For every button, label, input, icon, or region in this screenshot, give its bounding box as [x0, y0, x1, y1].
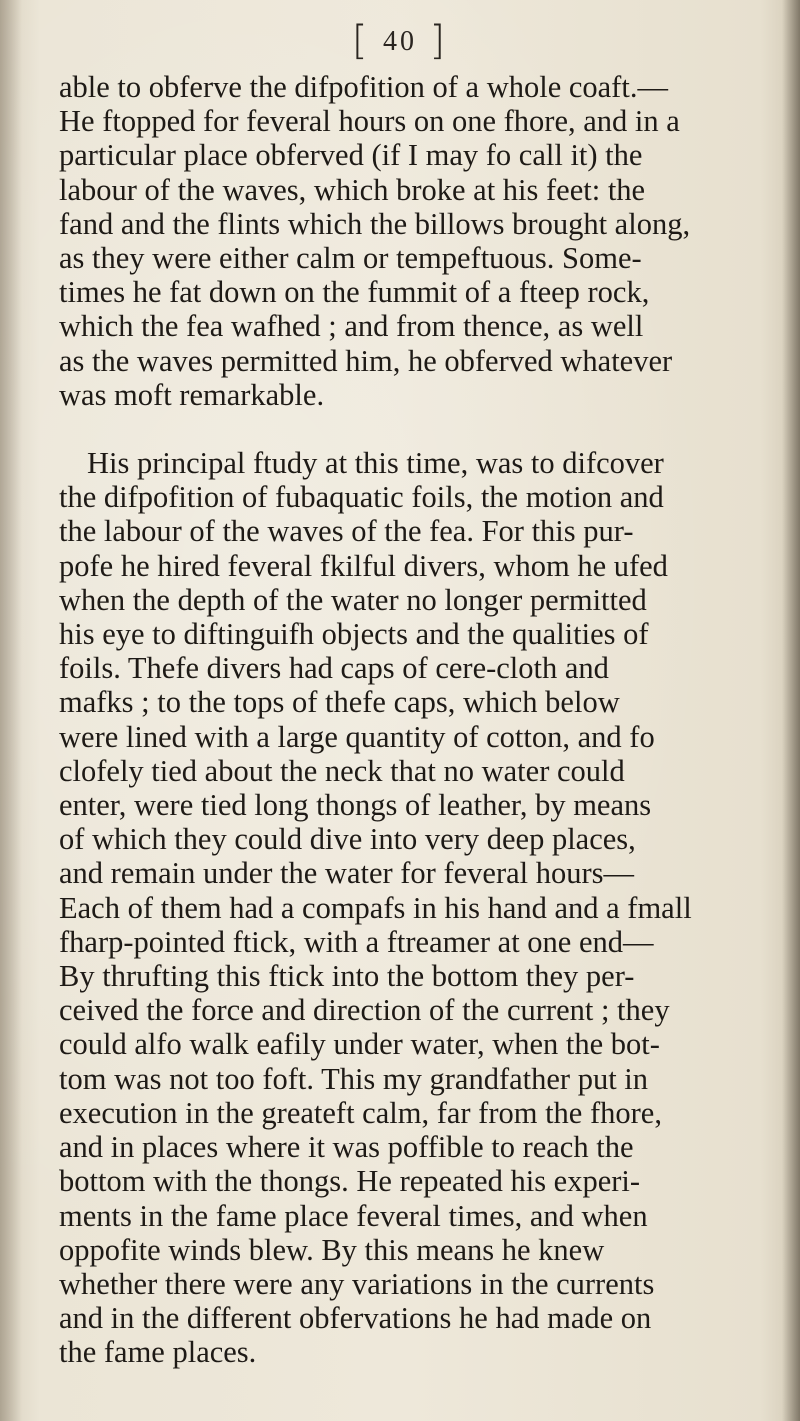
- page-number-header: [0, 18, 800, 64]
- text-line: clofely tied about the neck that no water could: [59, 753, 625, 788]
- text-line: and in the different obfervations he had made on: [59, 1301, 652, 1336]
- text-line: the difpofition of fubaquatic foils, the motion and: [59, 480, 664, 515]
- text-line: his eye to diftinguifh objects and the qualities of: [59, 617, 649, 652]
- text-line: foils. Thefe divers had caps of cere-cloth and: [59, 651, 609, 686]
- text-line: fand and the flints which the billows brought along,: [59, 206, 691, 241]
- text-line: as the waves permitted him, he obferved whatever: [59, 343, 673, 378]
- text-line: His principal ftudy at this time, was to difcover: [87, 446, 664, 481]
- text-line: whether there were any variations in the currents: [59, 1266, 655, 1301]
- text-line: was moft remarkable.: [59, 377, 325, 412]
- text-line: the labour of the waves of the fea. For this pur-: [59, 514, 634, 549]
- text-line: mafks ; to the tops of thefe caps, which below: [59, 685, 620, 720]
- binding-gutter-shadow: [0, 0, 22, 1421]
- text-line: pofe he hired feveral fkilful divers, whom he ufed: [59, 548, 668, 583]
- text-line: enter, were tied long thongs of leather, by means: [59, 788, 652, 823]
- text-line: the fame places.: [59, 1335, 257, 1370]
- text-line: could alfo walk eafily under water, when the bot-: [59, 1027, 660, 1062]
- text-line: which the fea wafhed ; and from thence, as well: [59, 309, 644, 344]
- text-line: ments in the fame place feveral times, and when: [59, 1198, 648, 1233]
- page-number-open-bracket: [: [351, 18, 371, 64]
- text-line: oppofite winds blew. By this means he knew: [59, 1232, 605, 1267]
- text-line: bottom with the thongs. He repeated his experi-: [59, 1164, 641, 1199]
- text-line: execution in the greateft calm, far from the fhore,: [59, 1095, 662, 1130]
- text-line: when the depth of the water no longer permitted: [59, 582, 647, 617]
- paragraph-gap: [59, 412, 792, 446]
- text-line: Each of them had a compafs in his hand and a fmall: [59, 890, 692, 925]
- text-line: of which they could dive into very deep places,: [59, 822, 636, 857]
- text-line: fharp-pointed ftick, with a ftreamer at one end—: [59, 924, 654, 959]
- text-line: able to obferve the difpofition of a whole coaft.—: [59, 70, 668, 104]
- text-line: tom was not too foft. This my grandfather put in: [59, 1061, 649, 1096]
- text-line: were lined with a large quantity of cotton, and fo: [59, 719, 655, 754]
- page-number: 40: [383, 26, 417, 57]
- text-line: particular place obferved (if I may fo call it) the: [59, 138, 643, 173]
- text-line: times he fat down on the fummit of a fteep rock,: [59, 275, 650, 310]
- text-line: labour of the waves, which broke at his feet: the: [59, 172, 646, 207]
- text-line: By thrufting this ftick into the bottom they per-: [59, 959, 635, 994]
- text-line: and remain under the water for feveral hours—: [59, 856, 635, 891]
- text-line: ceived the force and direction of the current ; they: [59, 993, 670, 1028]
- page-number-close-bracket: ]: [429, 18, 449, 64]
- page-body-text: [59, 70, 792, 1370]
- text-line: He ftopped for feveral hours on one fhore, and in a: [59, 104, 680, 139]
- text-line: and in places where it was poffible to reach the: [59, 1130, 634, 1165]
- text-line: as they were either calm or tempeftuous. Some-: [59, 241, 642, 276]
